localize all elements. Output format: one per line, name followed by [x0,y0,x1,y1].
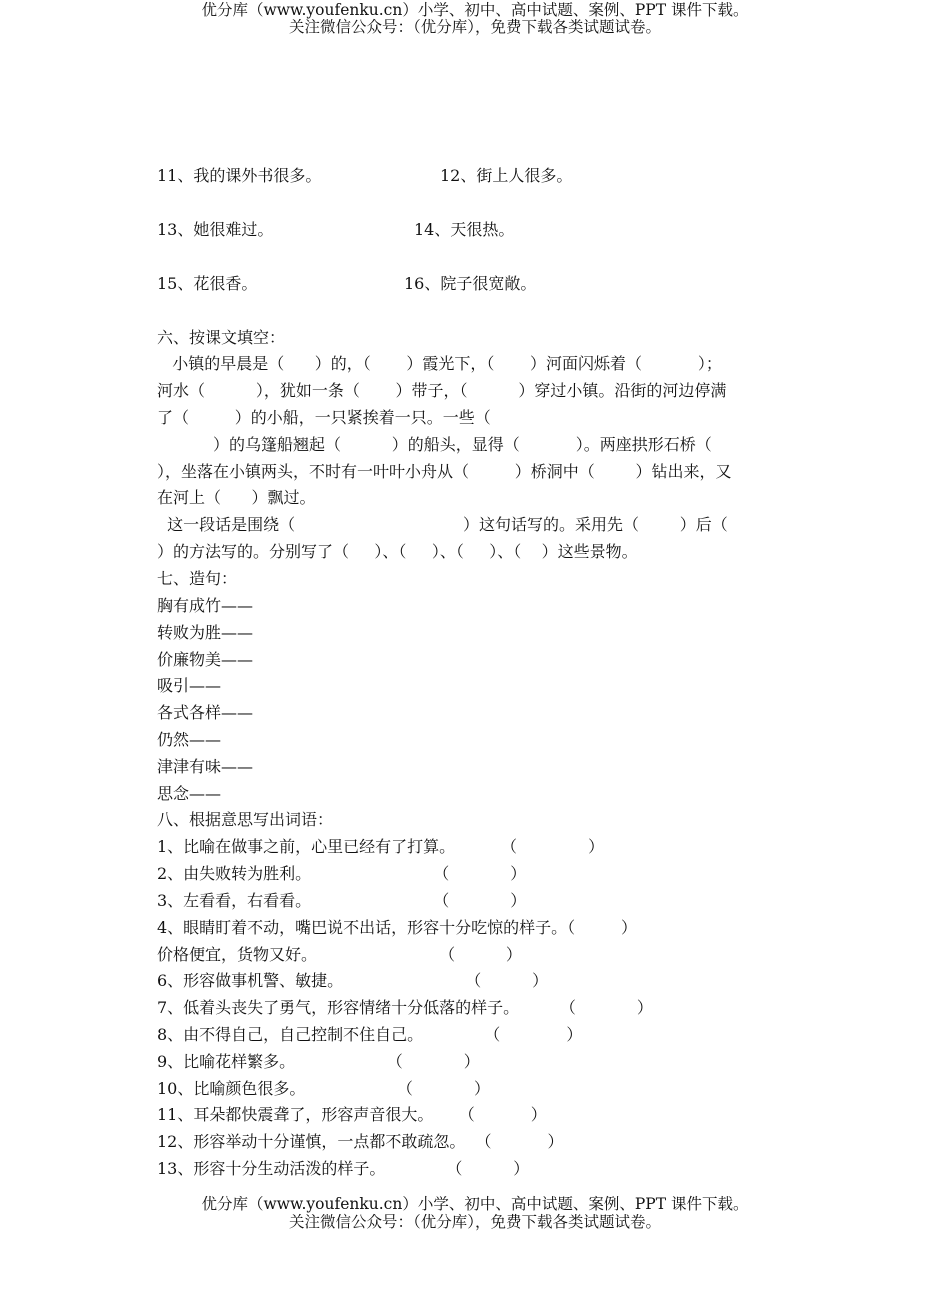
sentence-item: 思念—— [157,784,222,803]
item-pair-11-12 [157,166,573,226]
definition-item: 12、形容举动十分谨慎，一点都不敢疏忽。 （ ） [157,1132,564,1151]
definition-item: 1、比喻在做事之前，心里已经有了打算。 （ ） [157,837,605,856]
definition-item: 11、耳朵都快震聋了，形容声音很大。 （ ） [157,1105,547,1124]
definition-item: 10、比喻颜色很多。 （ ） [157,1079,490,1098]
section8-title: 八、根据意思写出词语： [157,810,334,829]
section6-line: 小镇的早晨是（ ）的，（ ）霞光下，（ ）河面闪烁着（ ）； [157,354,722,373]
sentence-item: 吸引—— [157,676,222,695]
section6-title: 六、按课文填空： [157,328,286,347]
definition-item: 6、形容做事机警、敏捷。 （ ） [157,971,549,990]
sentence-item: 胸有成竹—— [157,596,254,615]
section7-title: 七、造句： [157,569,238,588]
item-pair-15-16 [157,274,537,334]
item-pair-13-14 [157,220,515,280]
sentence-item: 转败为胜—— [157,623,254,642]
header-line-2: 关注微信公众号：（优分库），免费下载各类试题试卷。 [288,18,661,36]
item-12: 12、街上人很多。 [440,166,573,185]
definition-item: 8、由不得自己，自己控制不住自己。 （ ） [157,1025,583,1044]
item-14: 14、天很热。 [414,220,515,239]
item-16: 16、院子很宽敞。 [404,274,537,293]
header-line-1: 优分库（www.youfenku.cn）小学、初中、高中试题、案例、PPT 课件下载。 [201,1,749,19]
item-15: 15、花很香。 [157,274,258,293]
sentence-item: 价廉物美—— [157,650,254,669]
definition-item: 4、眼睛盯着不动，嘴巴说不出话，形容十分吃惊的样子。（ ） [157,918,637,937]
section6-line: ）的乌篷船翘起（ ）的船头，显得（ ）。两座拱形石桥（ [157,435,712,454]
definition-item: 7、低着头丧失了勇气，形容情绪十分低落的样子。 （ ） [157,998,653,1017]
item-11: 11、我的课外书很多。 [157,166,322,185]
definition-item: 9、比喻花样繁多。 （ ） [157,1052,480,1071]
definition-item: 价格便宜，货物又好。 （ ） [157,945,522,964]
footer-line-1: 优分库（www.youfenku.cn）小学、初中、高中试题、案例、PPT 课件下载。 [201,1195,749,1213]
footer-line-2: 关注微信公众号：（优分库），免费下载各类试题试卷。 [288,1213,661,1231]
definition-item: 3、左看看，右看看。 （ ） [157,891,527,910]
section6-line: 河水（ ），犹如一条（ ）带子，（ ）穿过小镇。沿街的河边停满 [157,381,727,400]
section6-line: ）的方法写的。分别写了（ ）、（ ）、（ ）、（ ）这些景物。 [157,542,638,561]
item-13: 13、她很难过。 [157,220,274,239]
section6-line: 这一段话是围绕（ ）这句话写的。采用先（ ）后（ [157,515,728,534]
section6-line: ），坐落在小镇两头，不时有一叶叶小舟从（ ）桥洞中（ ）钻出来，又 [157,462,732,481]
sentence-item: 津津有味—— [157,757,254,776]
section6-line: 在河上（ ）飘过。 [157,488,316,507]
section6-line: 了（ ）的小船，一只紧挨着一只。一些（ [157,408,491,427]
sentence-item: 仍然—— [157,730,222,749]
definition-item: 13、形容十分生动活泼的样子。 （ ） [157,1159,530,1178]
definition-item: 2、由失败转为胜利。 （ ） [157,864,527,883]
sentence-item: 各式各样—— [157,703,254,722]
